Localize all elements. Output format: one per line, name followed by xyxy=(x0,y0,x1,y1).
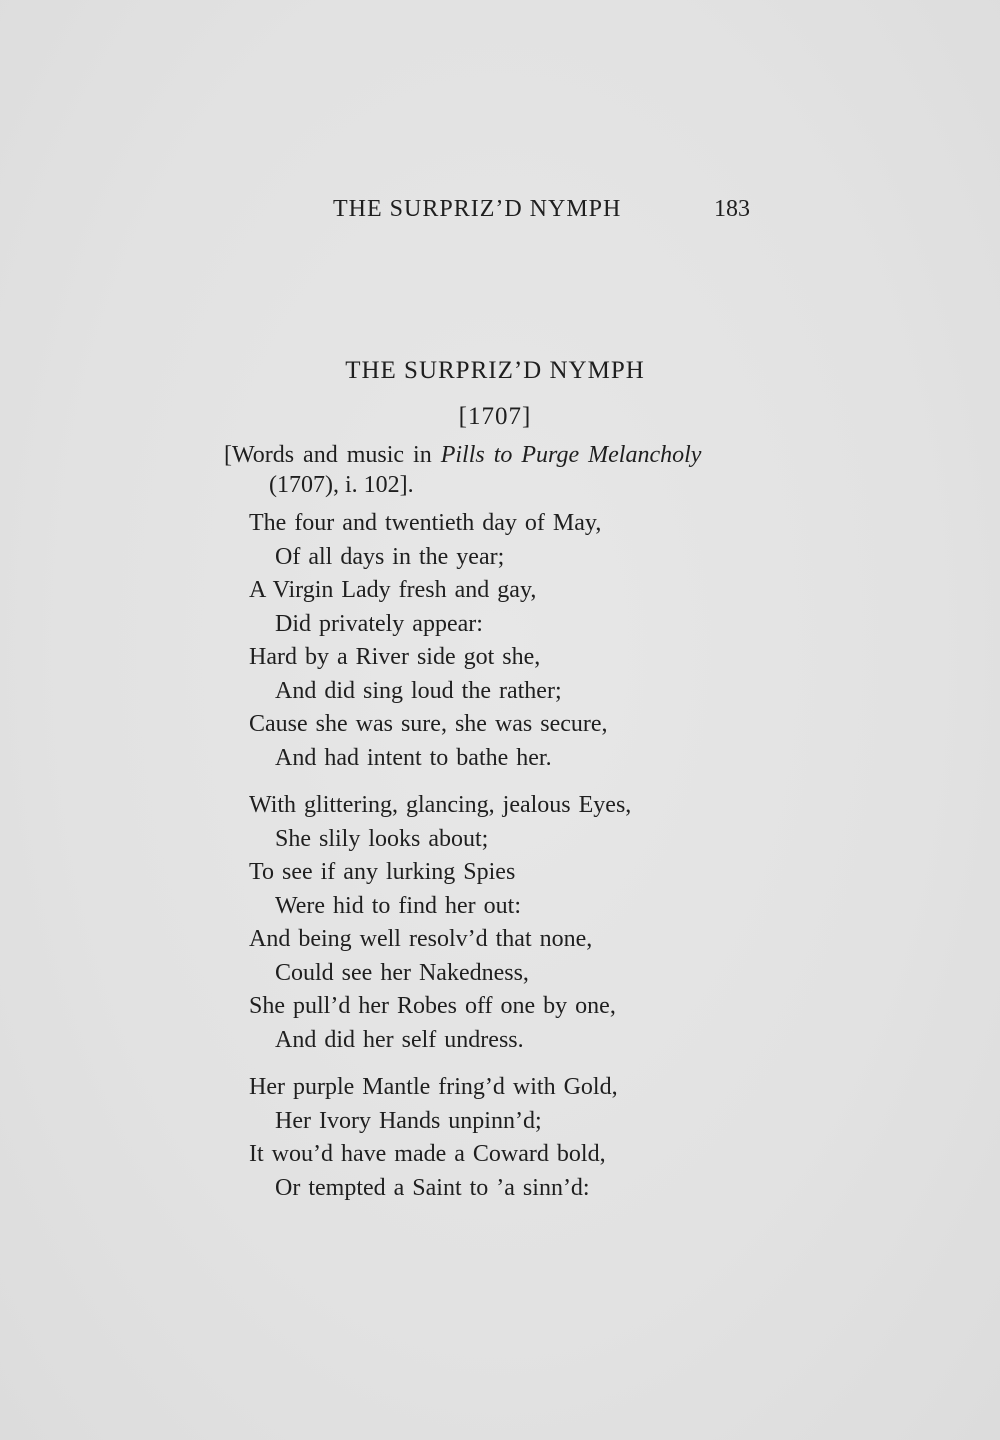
page-number: 183 xyxy=(714,196,750,222)
verse-line: To see if any lurking Spies xyxy=(249,859,516,885)
verse-line: And did her self undress. xyxy=(275,1026,524,1053)
running-head xyxy=(0,196,1000,232)
verse-line: It wou’d have made a Coward bold, xyxy=(249,1141,606,1167)
running-head-title: THE SURPRIZ’D NYMPH xyxy=(333,196,622,222)
stanza-2 xyxy=(249,789,769,1057)
verse-line: And being well resolv’d that none, xyxy=(249,926,593,952)
verse-line: The four and twentieth day of May, xyxy=(249,510,602,536)
verse-line: Or tempted a Saint to ’a sinn’d: xyxy=(275,1174,590,1201)
verse-line: With glittering, glancing, jealous Eyes, xyxy=(249,792,632,818)
source-note-line-2: (1707), i. 102]. xyxy=(269,472,414,498)
verse-line: And did sing loud the rather; xyxy=(275,677,562,704)
poem-date: [1707] xyxy=(458,403,532,430)
verse-line: Cause she was sure, she was secure, xyxy=(249,711,608,737)
poem-title: THE SURPRIZ’D NYMPH xyxy=(345,357,645,384)
verse-line: Of all days in the year; xyxy=(275,543,505,570)
verse-line: Could see her Nakedness, xyxy=(275,959,529,986)
source-note-line-1 xyxy=(224,440,784,470)
source-note xyxy=(224,440,784,500)
stanza-3 xyxy=(249,1071,769,1205)
verse-line: Her purple Mantle fring’d with Gold, xyxy=(249,1074,618,1100)
verse-line: Were hid to find her out: xyxy=(275,892,522,919)
source-note-title: Pills to Purge Melancholy xyxy=(440,442,702,468)
verse-line: She slily looks about; xyxy=(275,825,489,852)
verse-line: She pull’d her Robes off one by one, xyxy=(249,993,616,1019)
stanza-1 xyxy=(249,507,769,775)
verse-line: Hard by a River side got she, xyxy=(249,644,541,670)
verse-line: And had intent to bathe her. xyxy=(275,744,552,771)
verse-line: Her Ivory Hands unpinn’d; xyxy=(275,1107,542,1134)
verse-line: Did privately appear: xyxy=(275,610,483,637)
source-note-prefix: [Words and music in xyxy=(224,442,441,468)
verse-line: A Virgin Lady fresh and gay, xyxy=(249,577,537,603)
